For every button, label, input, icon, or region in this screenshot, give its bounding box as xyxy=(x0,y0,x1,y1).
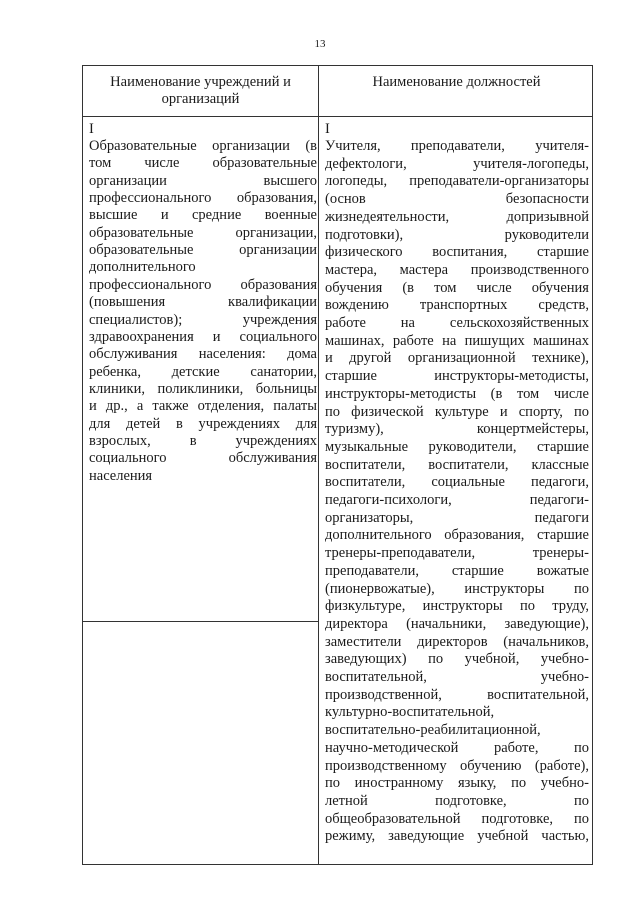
institution-text-line: социального обслуживания xyxy=(89,450,317,467)
position-text-line: по иностранному языку, по учебно- xyxy=(325,775,589,792)
position-text-line: и другой организационной технике), xyxy=(325,350,589,367)
position-text-line: инструкторы-методисты (в том числе xyxy=(325,385,589,402)
institution-text-line: (повышения квалификации xyxy=(89,294,317,311)
position-text-line: заведующих) по учебной, учебно- xyxy=(325,651,589,668)
header-positions-line: Наименование должностей xyxy=(372,74,541,90)
institution-text-line: для детей в учреждениях для xyxy=(89,415,317,432)
institution-text-line: обслуживания населения: дома xyxy=(89,346,317,363)
institution-text-line: ребенка, детские санатории, xyxy=(89,363,317,380)
position-text-line: преподаватели, старшие вожатые xyxy=(325,562,589,579)
position-text-line: физкультуре, инструкторы по труду, xyxy=(325,598,589,615)
institution-text-line: организации высшего xyxy=(89,172,317,189)
position-text-line: обучения (в том числе обучения xyxy=(325,279,589,296)
institution-text-line: населения xyxy=(89,467,153,484)
position-text-line: дополнительного образования, старшие xyxy=(325,527,589,544)
position-text-line: работе на сельскохозяйственных xyxy=(325,315,589,331)
position-text-line: тренеры-преподаватели, тренеры- xyxy=(325,545,589,562)
position-text-line: вождению транспортных средств, xyxy=(325,297,589,314)
position-text-line: директора (начальники, заведующие), xyxy=(325,615,589,632)
institution-text-line: взрослых, в учреждениях xyxy=(89,432,317,449)
position-text-line: заместители директоров (начальников, xyxy=(325,633,589,650)
header-divider xyxy=(83,116,592,117)
position-text-line: по физической культуре и спорту, по xyxy=(325,403,589,420)
position-text-line: (пионервожатые), инструкторы по xyxy=(325,580,589,597)
page-number: 13 xyxy=(314,38,326,50)
position-text-line: физического воспитания, старшие xyxy=(325,244,589,261)
institution-text-line: образовательные организации xyxy=(89,242,317,259)
institution-text-line: дополнительного xyxy=(89,259,196,276)
position-text-line: педагоги-психологи, педагоги- xyxy=(325,492,589,508)
position-text-line: машинах, работе на пишущих машинах xyxy=(325,332,589,349)
position-text-line: воспитательно-реабилитационной, xyxy=(325,722,541,739)
header-institutions-line: Наименование учреждений и xyxy=(110,74,291,90)
header-institutions-line: организаций xyxy=(161,91,240,107)
position-text-line: подготовки), руководители xyxy=(325,226,589,243)
position-text-line: производственной, воспитательной, xyxy=(325,686,589,703)
position-text-line: воспитательной, учебно- xyxy=(325,669,589,685)
institution-text-line: клиники, поликлиники, больницы xyxy=(89,380,317,397)
position-text-line: культурно-воспитательной, xyxy=(325,704,495,721)
position-text-line: старшие инструкторы-методисты, xyxy=(325,368,589,385)
institution-text-line: том числе образовательные xyxy=(89,155,317,172)
header-positions xyxy=(319,74,594,91)
position-text-line: логопеды, преподаватели-организаторы xyxy=(325,173,589,190)
position-text-line: Учителя, преподаватели, учителя- xyxy=(325,138,589,154)
position-text-line: научно-методической работе, по xyxy=(325,739,589,756)
position-text-line: туризму), концертмейстеры, xyxy=(325,421,589,438)
institution-text-line: и др., а также отделения, палаты xyxy=(89,398,317,415)
position-text-line: воспитатели, воспитатели, классные xyxy=(325,456,589,473)
institution-text-line: здравоохранения и социального xyxy=(89,328,317,345)
position-text-line: жизнедеятельности, допризывной xyxy=(325,208,589,225)
institution-text-line: Образовательные организации (в xyxy=(89,138,317,154)
institution-text-line: специалистов); учреждения xyxy=(89,311,317,328)
section-number-left: I xyxy=(89,121,94,137)
position-text-line: музыкальные руководители, старшие xyxy=(325,438,589,455)
position-text-line: производственному обучению (работе), xyxy=(325,757,589,774)
institution-text-line: образовательные организации, xyxy=(89,224,317,241)
position-text-line: летной подготовке, по xyxy=(325,792,589,809)
position-text-line: (основ безопасности xyxy=(325,191,589,208)
institution-text-line: высшие и средние военные xyxy=(89,207,317,224)
section-number-right: I xyxy=(325,121,330,137)
institution-text-line: профессионального образования xyxy=(89,276,317,293)
institution-text-line: профессионального образования, xyxy=(89,190,317,207)
positions-table xyxy=(82,65,593,865)
position-text-line: режиму, заведующие учебной частью, xyxy=(325,828,589,845)
position-text-line: дефектологи, учителя-логопеды, xyxy=(325,155,589,172)
header-institutions xyxy=(83,74,318,108)
column-divider xyxy=(318,66,319,864)
position-text-line: мастера, мастера производственного xyxy=(325,261,589,278)
position-text-line: общеобразовательной подготовке, по xyxy=(325,810,589,827)
left-row-divider xyxy=(83,621,318,622)
position-text-line: воспитатели, социальные педагоги, xyxy=(325,474,589,491)
position-text-line: организаторы, педагоги xyxy=(325,509,589,526)
